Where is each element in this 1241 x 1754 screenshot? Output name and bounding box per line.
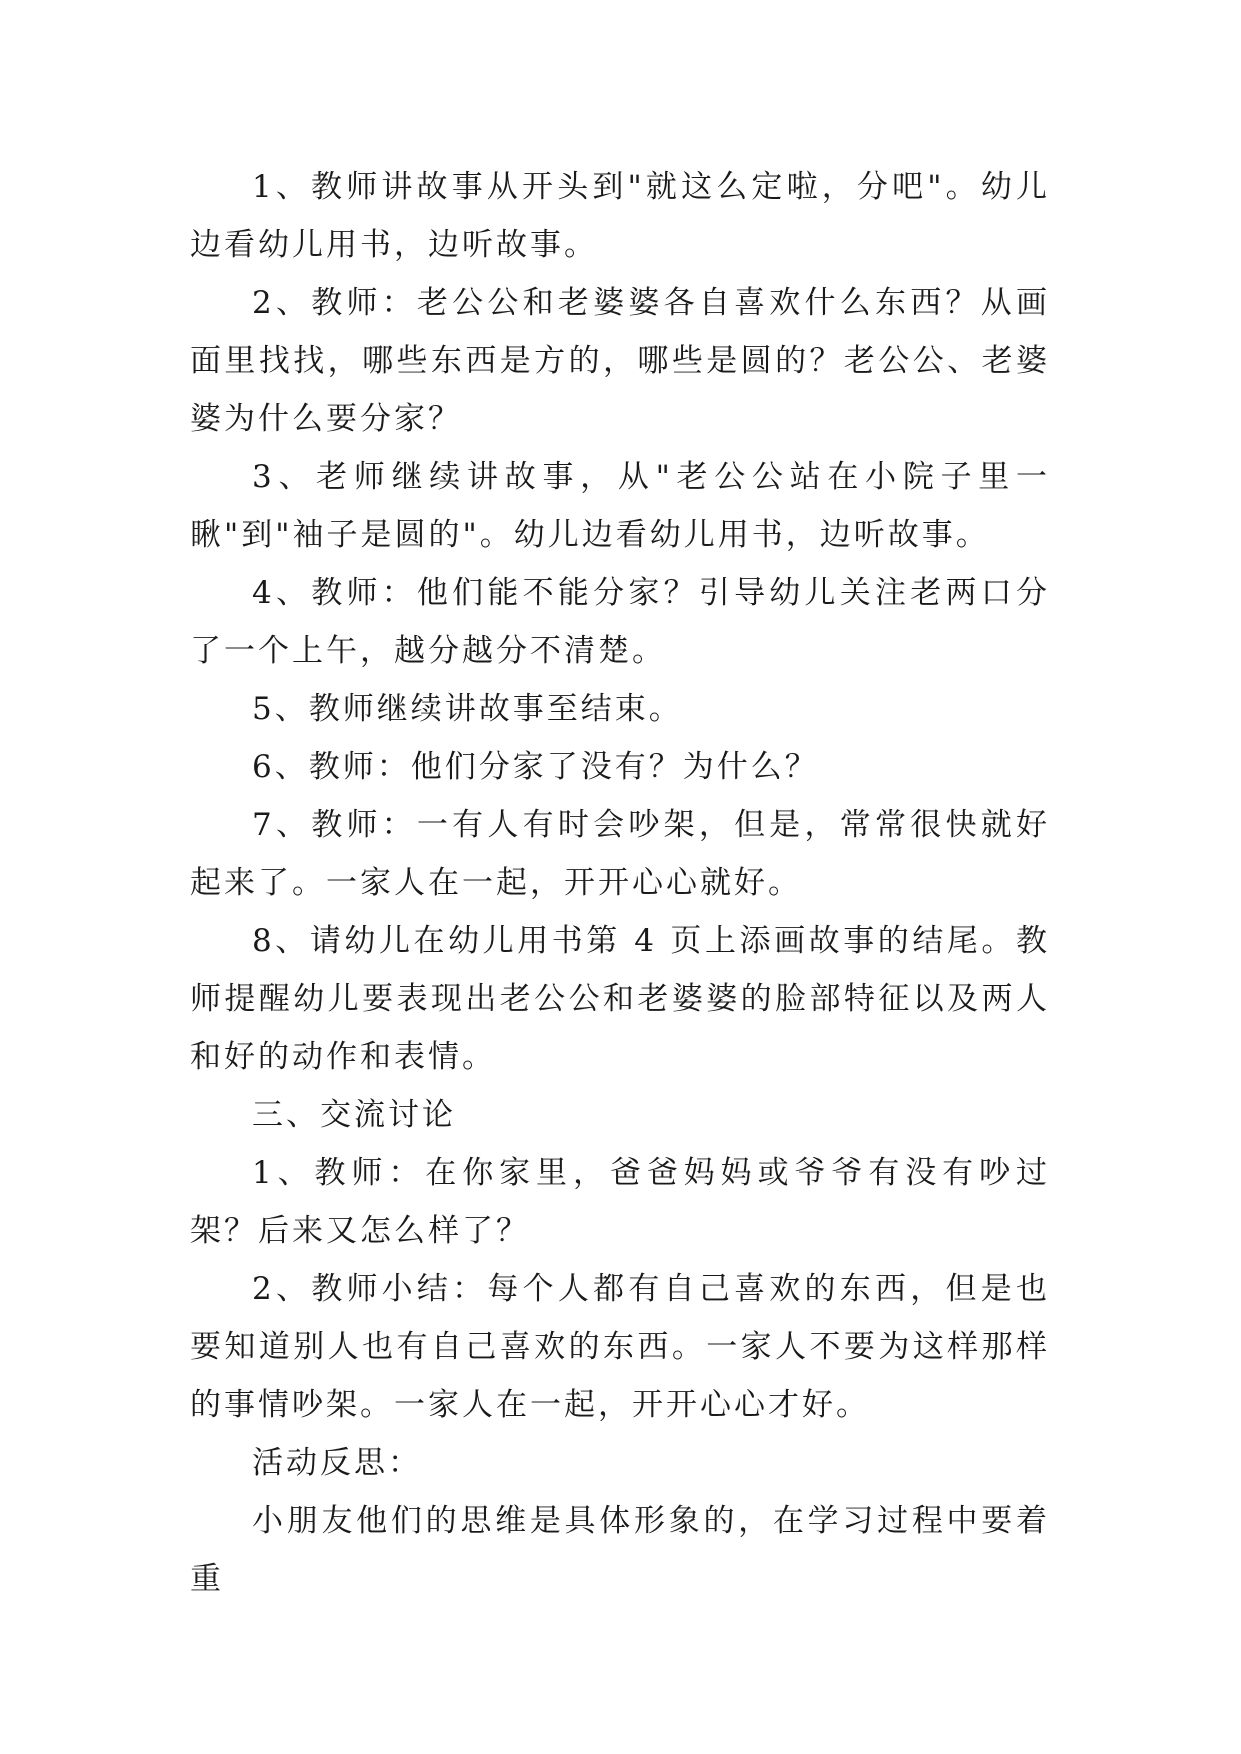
section-heading-reflection: 活动反思： — [252, 1445, 422, 1481]
section-heading-discussion: 三、交流讨论 — [252, 1097, 456, 1133]
paragraph-step-5: 5、教师继续讲故事至结束。 — [252, 691, 683, 727]
paragraph-step-6: 6、教师：他们分家了没有？为什么？ — [252, 749, 819, 785]
paragraph-step-4: 4、教师：他们能不能分家？引导幼儿关注老两口分了一个上午，越分越分不清楚。 — [190, 575, 1050, 669]
paragraph-discussion-1: 1、教师：在你家里，爸爸妈妈或爷爷有没有吵过架？后来又怎么样了？ — [190, 1155, 1050, 1249]
paragraph-step-8: 8、请幼儿在幼儿用书第 4 页上添画故事的结尾。教师提醒幼儿要表现出老公公和老婆婆的脸部特征以及两人和好的动作和表情。 — [190, 923, 1050, 1075]
document-body — [190, 158, 1050, 1608]
paragraph-step-7: 7、教师：一有人有时会吵架，但是，常常很快就好起来了。一家人在一起，开开心心就好。 — [190, 807, 1050, 901]
paragraph-step-3: 3、老师继续讲故事，从"老公公站在小院子里一瞅"到"袖子是圆的"。幼儿边看幼儿用书，边听故事。 — [190, 459, 1050, 553]
paragraph-step-1: 1、教师讲故事从开头到"就这么定啦，分吧"。幼儿边看幼儿用书，边听故事。 — [190, 169, 1050, 263]
paragraph-reflection: 小朋友他们的思维是具体形象的，在学习过程中要着重 — [190, 1503, 1050, 1597]
paragraph-step-2: 2、教师：老公公和老婆婆各自喜欢什么东西？从画面里找找，哪些东西是方的，哪些是圆的？老公公、老婆婆为什么要分家？ — [190, 285, 1050, 437]
paragraph-discussion-2: 2、教师小结：每个人都有自己喜欢的东西，但是也要知道别人也有自己喜欢的东西。一家人不要为这样那样的事情吵架。一家人在一起，开开心心才好。 — [190, 1271, 1050, 1423]
